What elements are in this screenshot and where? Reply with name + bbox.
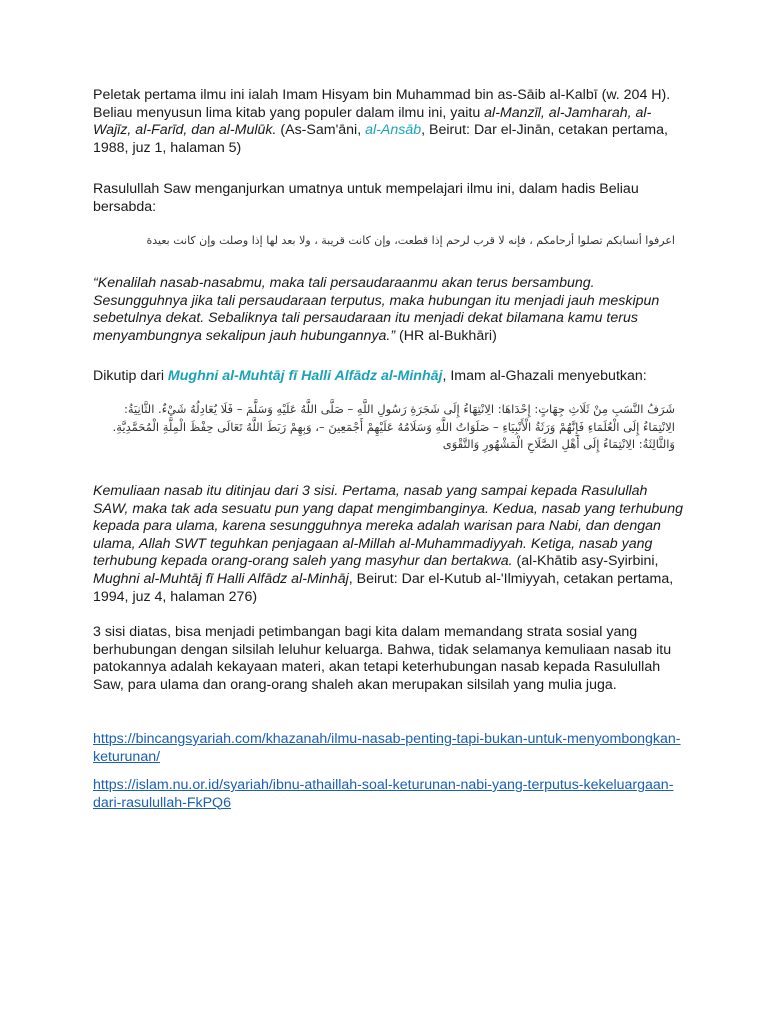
link-paragraph-2 xyxy=(93,777,683,812)
citation-book: Mughni al-Muhtāj fī Halli Alfādz al-Minhāj xyxy=(93,570,349,587)
book-title-mughni: Mughni al-Muhtāj fī Halli Alfādz al-Minhāj xyxy=(167,368,443,384)
origin-text-a: Peletak pertama ilmu ini ialah Imam Hisyam bin Muhammad bin as-Sāib al-Kalbī (w. 204 H). Beliau menyusun lima kitab yang populer dalam ilmu ini, yaitu xyxy=(93,87,671,121)
link-paragraph-1 xyxy=(93,731,683,766)
arabic-quote: شَرَفُ النَّسَبِ مِنْ ثَلَاثِ جِهَاتٍ: إِحْدَاهَا: الِانْتِهَاءُ إِلَى شَجَرَةِ رَسُولِ اللَّهِ – صَلَّى اللَّهُ عَلَيْهِ وَسَلَّمَ – فَلَا يُعَادِلُهُ شَيْءٌ. الثَّانِيَةُ: الِانْتِمَاءُ إِلَى الْعُلَمَاءِ فَإِنَّهُمْ وَرَثَةُ الْأَنْبِيَاءِ – صَلَوَاتُ اللَّهِ وَسَلَامُهُ عَلَيْهِمْ أَجْمَعِينَ –، وَبِهِمْ رَبَطَ اللَّهُ تَعَالَى حِفْظَ الْمِلَّةِ الْمُحَمَّدِيَّةِ. وَالثَّالِثَةُ: الِانْتِمَاءُ إِلَى أَهْلِ الصَّلَاحِ الْمَشْهُورِ وَالتَّقْوَى xyxy=(112,402,675,451)
paragraph-translation xyxy=(93,483,683,606)
paragraph-conclusion: 3 sisi diatas, bisa menjadi petimbangan bagi kita dalam memandang strata sosial yang berhubungan dengan silsilah leluhur keluarga. Bahwa, tidak selamanya kemuliaan nasab itu patokannya adalah kekayaan materi, akan tetapi keterhubungan nasab kepada Rasulullah Saw, para ulama dan orang-orang shaleh akan merupakan silsilah yang mulia juga. xyxy=(93,624,672,693)
book-title-al-ansab: al-Ansāb xyxy=(365,122,422,139)
citation-b: , Beirut: Dar el-Kutub al-'Ilmiyyah, cetakan pertama, 1994, juz 4, halaman 276) xyxy=(93,570,674,605)
paragraph-origin xyxy=(93,87,683,157)
arabic-hadith: اعرفوا أنسابكم تصلوا أرحامكم ، فإنه لا قرب لرحم إذا قطعت، وإن كانت قريبة ، ولا بعد لها إذا وصلت وإن كانت بعيدة xyxy=(146,234,675,247)
source-link-nu-or-id[interactable]: https://islam.nu.or.id/syariah/ibnu-athaillah-soal-keturunan-nabi-yang-terputus-kekeluargaan-dari-rasulullah-FkPQ6 xyxy=(93,777,674,811)
book-list: al-Manzīl, al-Jamharah, al-Wajīz, al-Farīd, dan al-Mulūk. xyxy=(93,104,652,139)
source-link-bincangsyariah[interactable]: https://bincangsyariah.com/khazanah/ilmu-nasab-penting-tapi-bukan-untuk-menyombongkan-keturunan/ xyxy=(93,731,681,765)
translation-text: Kemuliaan nasab itu ditinjau dari 3 sisi. Pertama, nasab yang sampai kepada Rasulullah SAW, maka tak ada sesuatu pun yang dapat mengimbanginya. Kedua, nasab yang terhubung kepada para ulama, karena sesungguhnya mereka adalah warisan para Nabi, dan dengan ulama, Allah SWT teguhkan penjagaan al-Millah al-Muhammadiyyah. Ketiga, nasab yang terhubung kepada orang-orang saleh yang masyhur dan bertakwa. xyxy=(93,483,683,570)
paragraph-hadith-intro: Rasulullah Saw menganjurkan umatnya untuk mempelajari ilmu ini, dalam hadis Beliau bersabda: xyxy=(93,181,639,215)
paragraph-quote-intro xyxy=(93,368,683,386)
paragraph-hadith-translation xyxy=(93,275,683,345)
citation-a: (al-Khātib asy-Syirbini, xyxy=(512,553,659,570)
origin-text-b: (As-Sam'āni, xyxy=(276,122,366,139)
hadith-translation: “Kenalilah nasab-nasabmu, maka tali persaudaraanmu akan terus bersambung. Sesungguhnya jika tali persaudaraan terputus, maka hubungan itu menjadi jauh meskipun sebetulnya dekat. Sebaliknya tali persaudaraan itu menjadi dekat bilamana kamu terus menyambungnya sekalipun jauh hubungannya.” xyxy=(93,275,660,344)
hadith-reference: (HR al-Bukhāri) xyxy=(395,327,497,344)
quote-intro-a: Dikutip dari xyxy=(93,368,168,384)
origin-text-c: , Beirut: Dar el-Jinān, cetakan pertama, 1988, juz 1, halaman 5) xyxy=(93,122,668,156)
quote-intro-b: , Imam al-Ghazali menyebutkan: xyxy=(442,368,647,384)
